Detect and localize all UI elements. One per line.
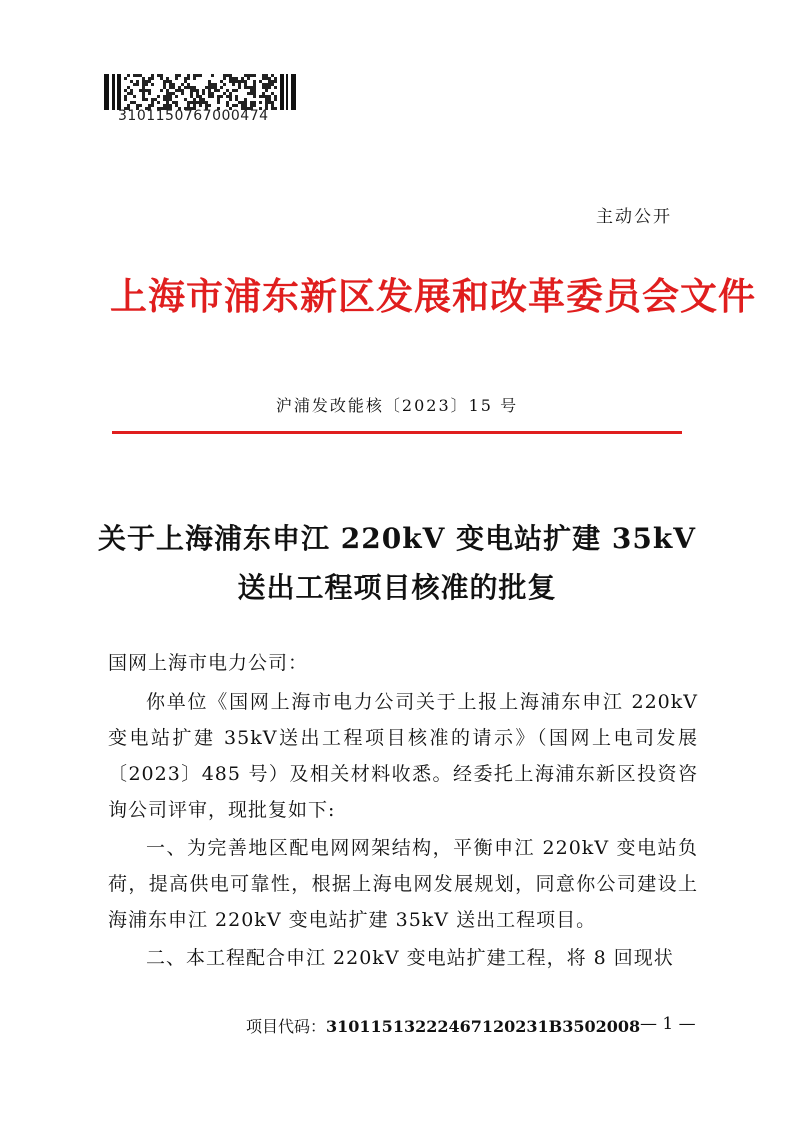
barcode-number: 3101150767000474 — [118, 108, 269, 124]
body-paragraph: 一、为完善地区配电网网架结构，平衡申江 220kV 变电站负荷，提高供电可靠性，根据上海电网发展规划，同意你公司建设上海浦东申江 220kV 变电站扩建 35kV 送出工程项目。 — [108, 837, 698, 931]
issuing-org-title: 上海市浦东新区发展和改革委员会文件 — [110, 274, 756, 318]
addressee: 国网上海市电力公司： — [108, 652, 309, 674]
barcode-image — [104, 74, 296, 110]
body-paragraph: 二、本工程配合申江 220kV 变电站扩建工程，将 8 回现状 — [146, 947, 674, 969]
subject-title-line-2: 送出工程项目核准的批复 — [237, 571, 557, 604]
page-number: — 1 — — [640, 1014, 696, 1034]
body-paragraph: 你单位《国网上海市电力公司关于上报上海浦东申江 220kV 变电站扩建 35kV送出工程项目核准的请示》（国网上电司发展〔2023〕485 号）及相关材料收悉。经委托上海浦东新区投资咨询公司评审，现批复如下: — [108, 691, 698, 821]
disclosure-label: 主动公开 — [596, 207, 672, 227]
document-number: 沪浦发改能核〔2023〕15 号 — [275, 396, 519, 415]
subject-title-line-1: 关于上海浦东申江 220kV 变电站扩建 35kV — [98, 522, 696, 555]
project-code — [246, 1014, 640, 1037]
project-code-label: 项目代码： — [246, 1017, 327, 1036]
red-divider — [112, 431, 682, 434]
project-code-value: 31011513222467120231B3502008 — [326, 1017, 641, 1036]
